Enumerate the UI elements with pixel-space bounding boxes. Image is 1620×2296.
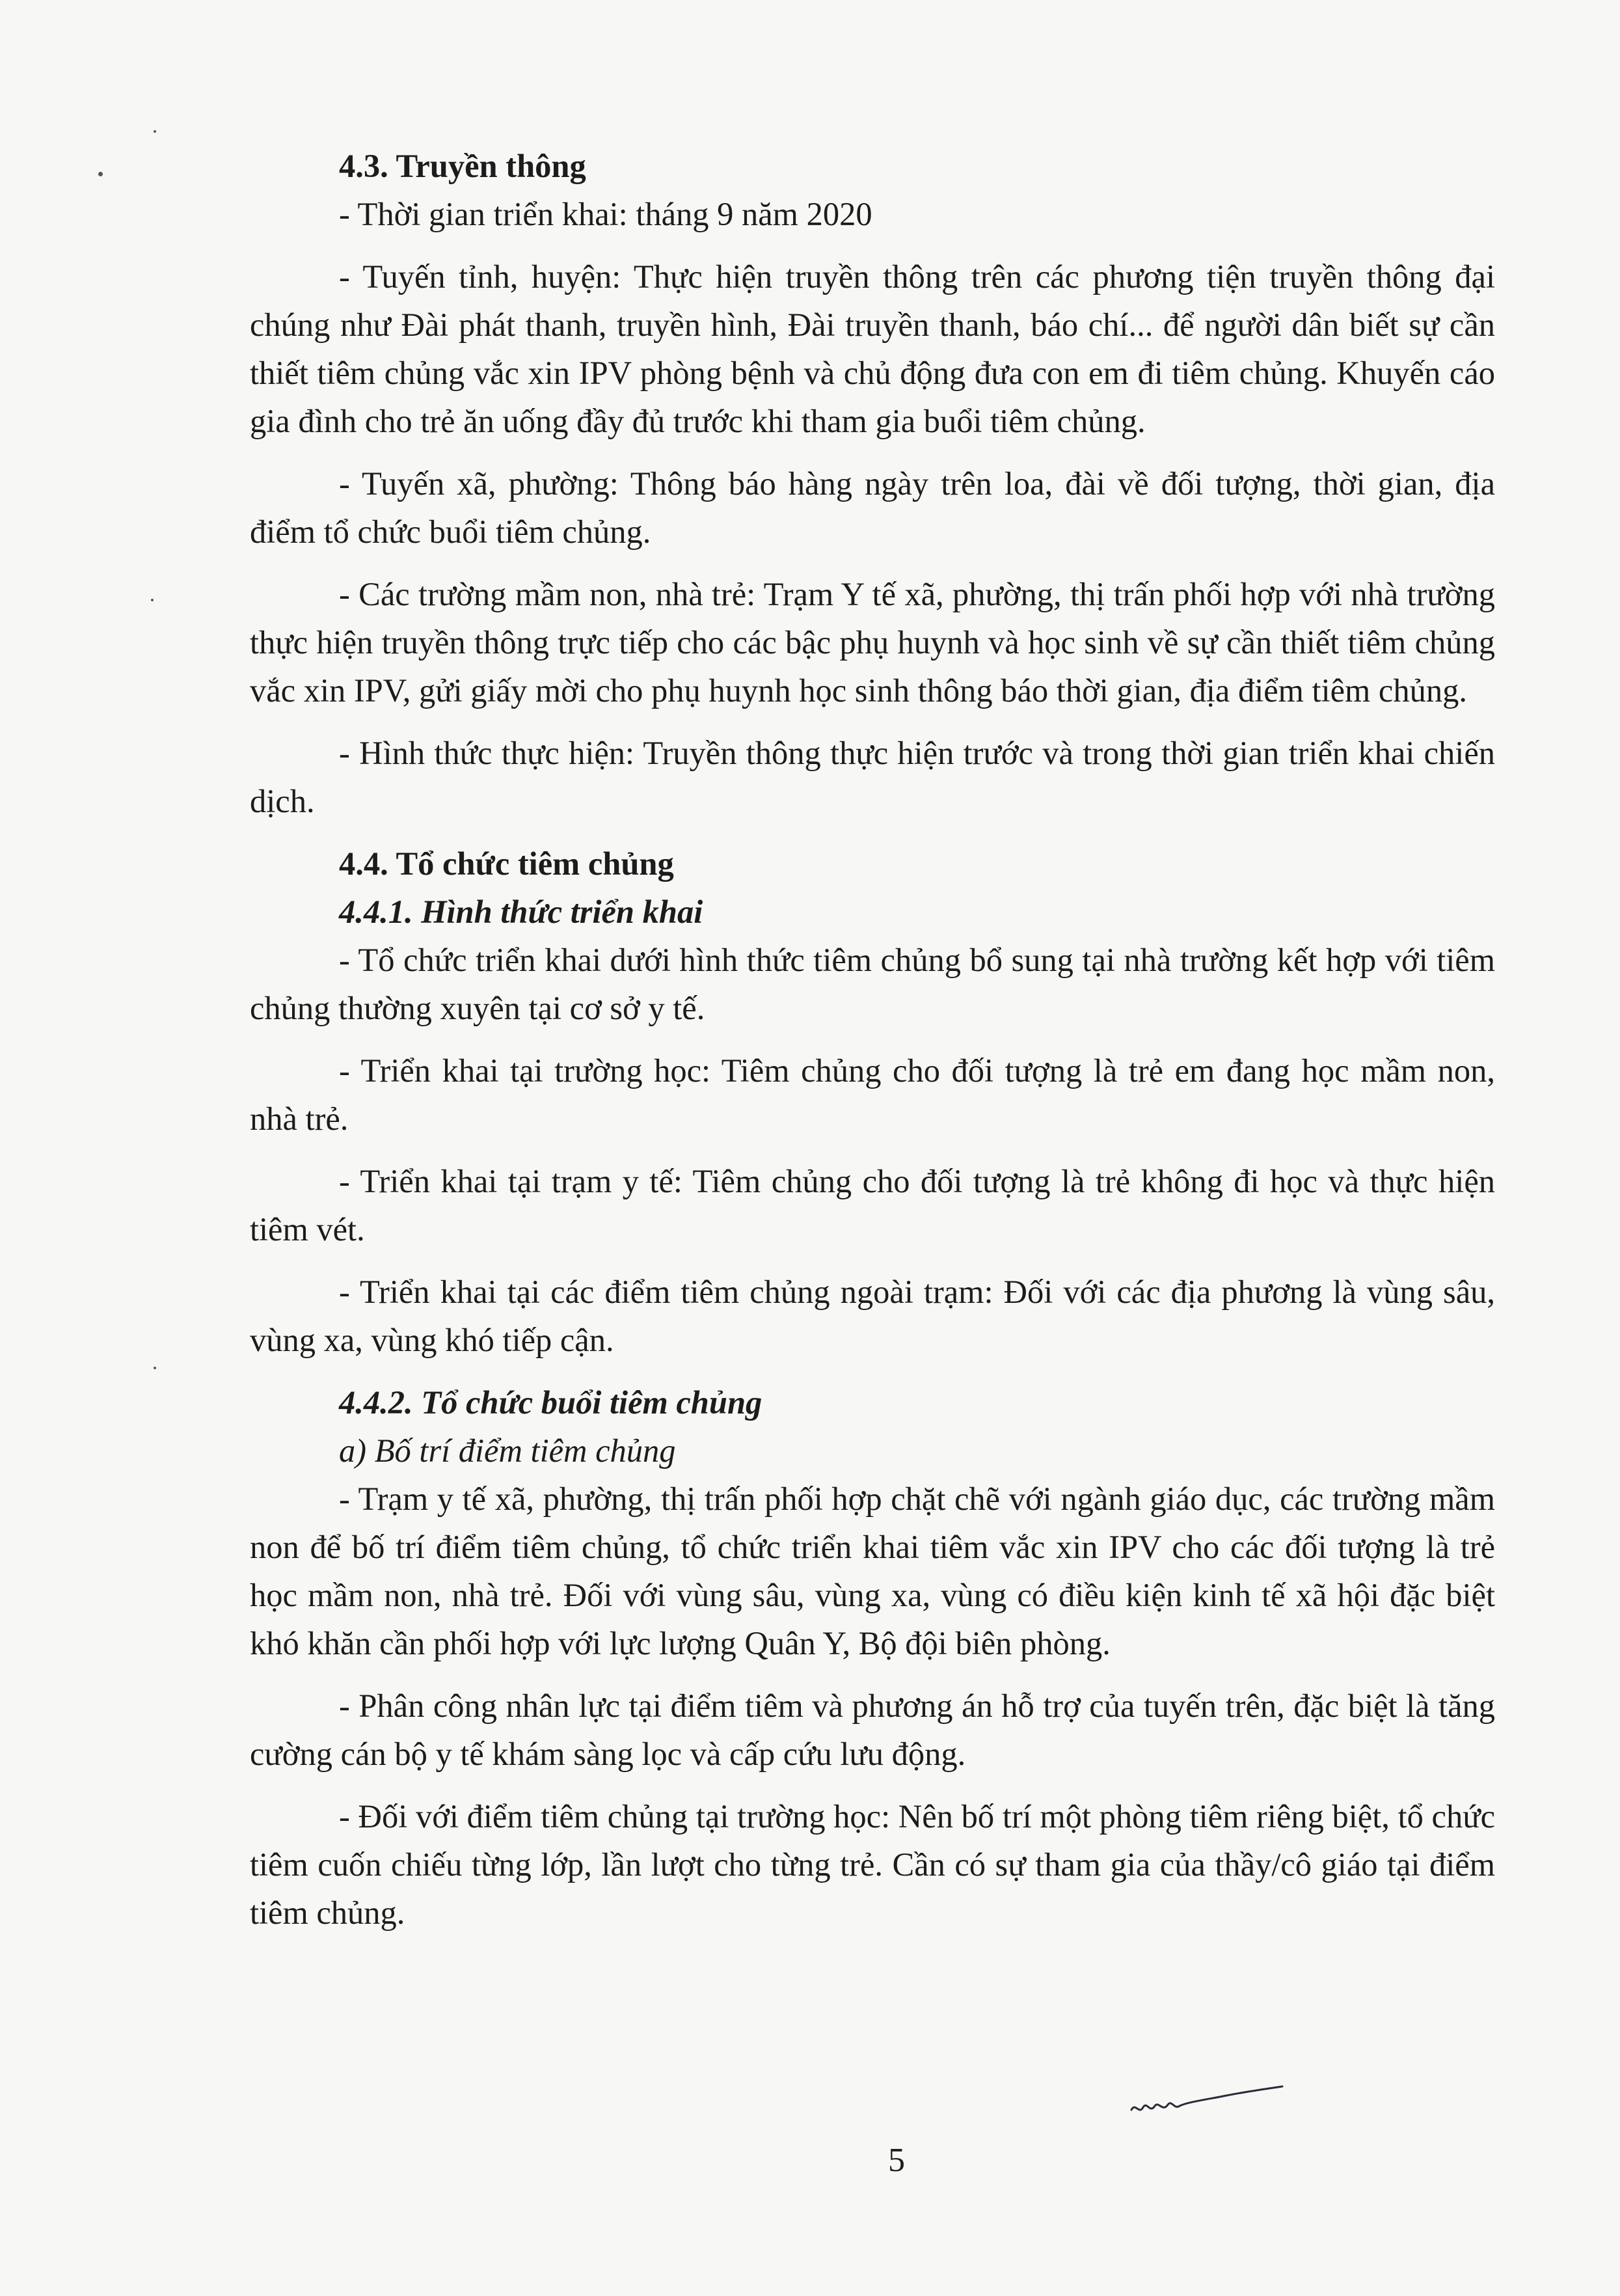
- scan-speck: [98, 172, 103, 176]
- scan-speck: [151, 599, 154, 601]
- paragraph: - Đối với điểm tiêm chủng tại trường học: Nên bố trí một phòng tiêm riêng biệt, tổ chức tiêm cuốn chiếu từng lớp, lần lượt cho từng trẻ. Cần có sự tham gia của thầy/cô giáo tại điểm tiêm chủng.: [250, 1798, 1495, 1931]
- initials-signature: [1129, 2076, 1285, 2128]
- paragraph: - Hình thức thực hiện: Truyền thông thực hiện trước và trong thời gian triển khai chiến dịch.: [250, 735, 1495, 819]
- paragraph: - Phân công nhân lực tại điểm tiêm và phương án hỗ trợ của tuyến trên, đặc biệt là tăng cường cán bộ y tế khám sàng lọc và cấp cứu lưu động.: [250, 1688, 1495, 1772]
- heading-4-3: 4.3. Truyền thông: [339, 148, 586, 184]
- scan-speck: [154, 1367, 156, 1369]
- paragraph: - Triển khai tại trường học: Tiêm chủng cho đối tượng là trẻ em đang học mầm non, nhà trẻ.: [250, 1052, 1495, 1137]
- paragraph: - Trạm y tế xã, phường, thị trấn phối hợp chặt chẽ với ngành giáo dục, các trường mầm non để bố trí điểm tiêm chủng, tổ chức triển khai tiêm vắc xin IPV cho các đối tượng là trẻ học mầm non, nhà trẻ. Đối với vùng sâu, vùng xa, vùng có điều kiện kinh tế xã hội đặc biệt khó khăn cần phối hợp với lực lượng Quân Y, Bộ đội biên phòng.: [250, 1481, 1495, 1661]
- subheading-a: a) Bố trí điểm tiêm chủng: [339, 1432, 676, 1469]
- heading-4-4-1: 4.4.1. Hình thức triển khai: [339, 894, 703, 930]
- paragraph: - Triển khai tại các điểm tiêm chủng ngoài trạm: Đối với các địa phương là vùng sâu, vùng xa, vùng khó tiếp cận.: [250, 1274, 1495, 1358]
- scan-speck: [154, 130, 156, 133]
- paragraph: - Tuyến xã, phường: Thông báo hàng ngày trên loa, đài về đối tượng, thời gian, địa điểm tổ chức buổi tiêm chủng.: [250, 465, 1495, 550]
- paragraph: - Thời gian triển khai: tháng 9 năm 2020: [339, 196, 872, 232]
- heading-4-4: 4.4. Tổ chức tiêm chủng: [339, 845, 674, 882]
- paragraph: - Tuyến tỉnh, huyện: Thực hiện truyền thông trên các phương tiện truyền thông đại chúng như Đài phát thanh, truyền hình, Đài truyền thanh, báo chí... để người dân biết sự cần thiết tiêm chủng vắc xin IPV phòng bệnh và chủ động đưa con em đi tiêm chủng. Khuyến cáo gia đình cho trẻ ăn uống đầy đủ trước khi tham gia buổi tiêm chủng.: [250, 258, 1495, 439]
- paragraph: - Các trường mầm non, nhà trẻ: Trạm Y tế xã, phường, thị trấn phối hợp với nhà trường thực hiện truyền thông trực tiếp cho các bậc phụ huynh và học sinh về sự cần thiết tiêm chủng vắc xin IPV, gửi giấy mời cho phụ huynh học sinh thông báo thời gian, địa điểm tiêm chủng.: [250, 576, 1495, 709]
- document-body: [250, 142, 1495, 1937]
- paragraph: - Tổ chức triển khai dưới hình thức tiêm chủng bổ sung tại nhà trường kết hợp với tiêm chủng thường xuyên tại cơ sở y tế.: [250, 942, 1495, 1026]
- paragraph: - Triển khai tại trạm y tế: Tiêm chủng cho đối tượng là trẻ không đi học và thực hiện tiêm vét.: [250, 1163, 1495, 1248]
- heading-4-4-2: 4.4.2. Tổ chức buổi tiêm chủng: [339, 1384, 763, 1421]
- page-number: 5: [888, 2142, 905, 2179]
